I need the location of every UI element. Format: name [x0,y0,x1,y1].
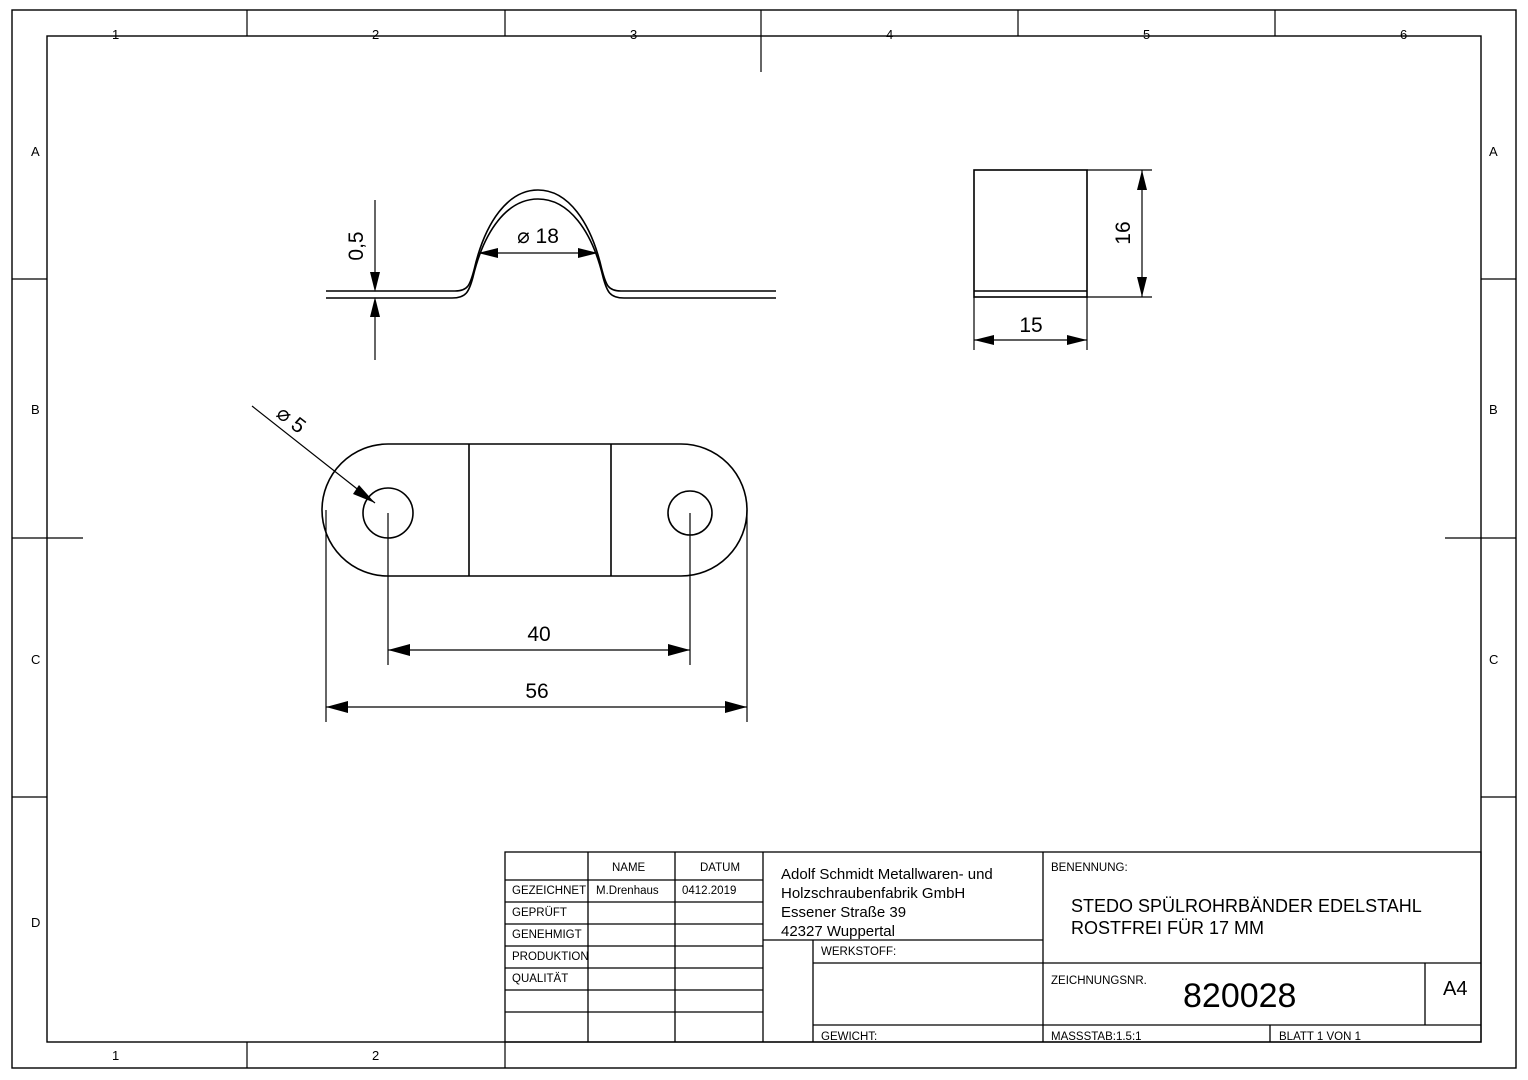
zone-col-5-top: 5 [1143,27,1151,42]
zeichnungsnr-label: ZEICHNUNGSNR. [1051,975,1147,987]
zone-row-b-left: B [31,402,40,417]
zone-row-a-left: A [31,144,40,159]
dimension-pipe-diameter-label: ⌀ 18 [517,225,559,248]
dimension-hole-diameter-label: ⌀ 5 [272,401,310,439]
zone-col-1-bottom: 1 [112,1048,120,1063]
zone-row-d-left: D [31,915,41,930]
titleblock-row-datum-0: 0412.2019 [682,885,737,897]
benennung-line-1: STEDO SPÜLROHRBÄNDER EDELSTAHL [1071,896,1422,916]
zone-col-6-top: 6 [1400,27,1408,42]
dimension-hole-spacing-label: 40 [527,623,551,646]
massstab-label: MASSSTAB:1.5:1 [1051,1031,1142,1043]
titleblock-row-label-0: GEZEICHNET [512,885,587,897]
werkstoff-label: WERKSTOFF: [821,946,897,958]
zone-row-c-left: C [31,652,41,667]
titleblock-row-name-0: M.Drenhaus [596,885,659,897]
company-line-2: Holzschraubenfabrik GmbH [781,885,966,902]
company-line-3: Essener Straße 39 [781,904,907,921]
company-line-4: 42327 Wuppertal [781,923,895,940]
titleblock-row-label-2: GENEHMIGT [512,929,582,941]
zone-row-c-right: C [1489,652,1499,667]
dimension-overall-length-label: 56 [525,680,549,703]
titleblock-row-label-3: PRODUKTION [512,951,589,963]
dimension-height-label: 16 [1112,221,1135,245]
benennung-line-2: ROSTFREI FÜR 17 MM [1071,918,1265,938]
titleblock-header-name: NAME [612,862,646,874]
titleblock-row-label-1: GEPRÜFT [512,907,567,919]
zone-row-b-right: B [1489,402,1498,417]
zone-col-3-top: 3 [630,27,638,42]
zone-row-a-right: A [1489,144,1498,159]
dimension-width-label: 15 [1019,314,1043,337]
company-line-1: Adolf Schmidt Metallwaren- und [781,866,993,883]
sheet-format-label: A4 [1443,978,1468,1000]
zone-col-4-top: 4 [886,27,894,42]
benennung-label: BENENNUNG: [1051,862,1128,874]
zone-col-2-bottom: 2 [372,1048,380,1063]
blatt-label: BLATT 1 VON 1 [1279,1031,1362,1043]
titleblock-row-label-4: QUALITÄT [512,973,569,985]
zeichnungsnr-value: 820028 [1183,977,1297,1015]
zone-col-2-top: 2 [372,27,380,42]
dimension-thickness-label: 0,5 [345,231,368,261]
gewicht-label: GEWICHT: [821,1031,878,1043]
titleblock-header-datum: DATUM [700,862,741,874]
zone-col-1-top: 1 [112,27,120,42]
